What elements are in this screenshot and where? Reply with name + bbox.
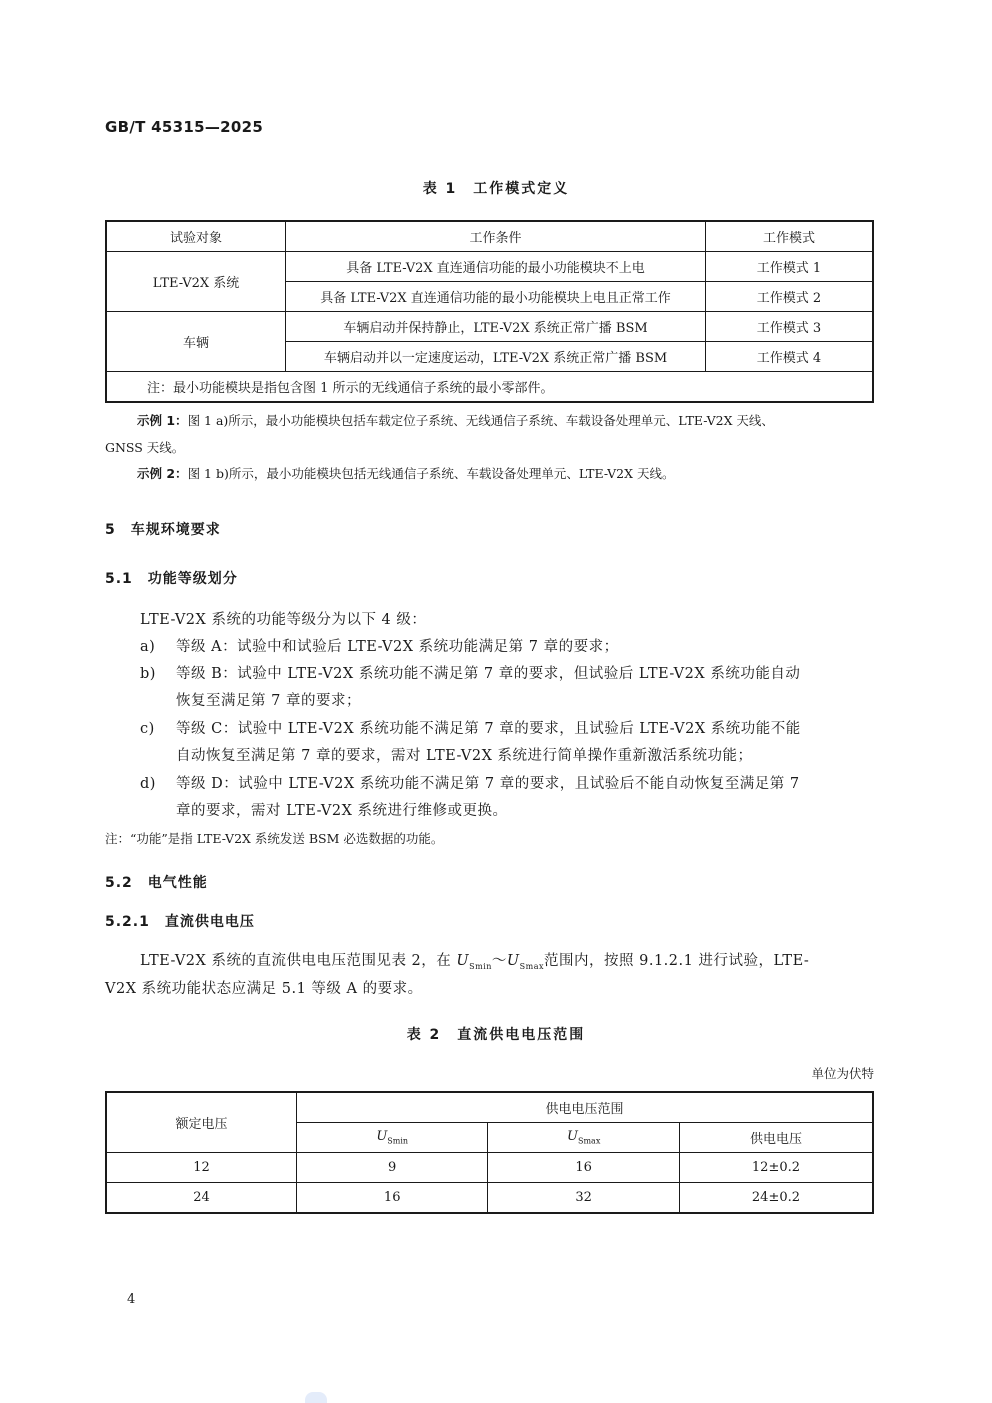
table1-note: 注：最小功能模块是指包含图 1 所示的无线通信子系统的最小零部件。 (106, 372, 873, 403)
table-header-row (106, 1092, 873, 1123)
mode-cell: 工作模式 4 (705, 342, 873, 372)
u-subscript: Smax (519, 961, 544, 971)
u-subscript: Smin (387, 1136, 409, 1146)
test-object-cell: 车辆 (106, 312, 286, 372)
list-item (140, 771, 875, 825)
condition-cell: 具备 LTE-V2X 直连通信功能的最小功能模块上电且正常工作 (286, 282, 706, 312)
list-item (140, 634, 875, 661)
paragraph-text: 范围内，按照 9.1.2.1 进行试验，LTE- (544, 953, 810, 969)
example-1-line2: GNSS 天线。 (105, 440, 185, 455)
section-5-1-note: 注：“功能”是指 LTE-V2X 系统发送 BSM 必选数据的功能。 (105, 831, 444, 846)
u-symbol: U (506, 953, 520, 969)
list-item (140, 661, 875, 715)
u-symbol: U (567, 1129, 578, 1145)
page-number: 4 (127, 1292, 136, 1307)
example-text: 图 1 a)所示，最小功能模块包括车载定位子系统、无线通信子系统、车载设备处理单元、LTE-V2X 天线、 (187, 413, 774, 428)
header-cell: 供电电压范围 (296, 1092, 873, 1123)
table-header-row (106, 221, 873, 252)
header-cell: 工作模式 (705, 221, 873, 252)
example-1 (137, 410, 882, 432)
table-row (106, 1183, 873, 1214)
table-note-row (106, 372, 873, 403)
table2-caption: 表 2 直流供电电压范围 (406, 1027, 586, 1043)
example-label: 示例 2： (137, 466, 188, 481)
table-cell: 12±0.2 (679, 1153, 873, 1183)
list-text-cont: 自动恢复至满足第 7 章的要求，需对 LTE-V2X 系统进行简单操作重新激活系统功能； (176, 748, 753, 764)
standard-number: GB/T 45315—2025 (105, 118, 264, 136)
table-cell: 32 (488, 1183, 680, 1214)
u-subscript: Smin (469, 961, 492, 971)
table1-caption: 表 1 工作模式定义 (422, 181, 570, 197)
u-symbol: U (376, 1129, 388, 1145)
section-5-heading: 5 车规环境要求 (105, 522, 221, 538)
header-cell: 试验对象 (106, 221, 286, 252)
list-text-cont: 章的要求，需对 LTE-V2X 系统进行维修或更换。 (176, 803, 508, 819)
condition-cell: 车辆启动并以一定速度运动，LTE-V2X 系统正常广播 BSM (286, 342, 706, 372)
header-cell: 供电电压 (679, 1123, 873, 1153)
table2-voltage-range (105, 1091, 874, 1214)
example-label: 示例 1： (137, 413, 188, 428)
mode-cell: 工作模式 3 (705, 312, 873, 342)
table-cell: 12 (106, 1153, 296, 1183)
paragraph-text: LTE-V2X 系统的直流供电电压范围见表 2，在 (140, 953, 457, 969)
section-5-1-intro: LTE-V2X 系统的功能等级分为以下 4 级： (140, 612, 427, 628)
range-tilde: ～ (491, 953, 507, 969)
list-text: 等级 A：试验中和试验后 LTE-V2X 系统功能满足第 7 章的要求； (176, 639, 619, 655)
table-cell: 24 (106, 1183, 296, 1214)
section-5-2-1-paragraph-line2: V2X 系统功能状态应满足 5.1 等级 A 的要求。 (105, 981, 423, 997)
test-object-cell: LTE-V2X 系统 (106, 252, 286, 312)
table-row (106, 1153, 873, 1183)
section-5-2-1-heading: 5.2.1 直流供电电压 (105, 914, 255, 930)
mode-cell: 工作模式 1 (705, 252, 873, 282)
unit-label: 单位为伏特 (811, 1066, 874, 1081)
table-row (106, 252, 873, 282)
example-2 (137, 463, 882, 485)
header-cell: 额定电压 (106, 1092, 296, 1153)
watermark-decoration (305, 1392, 327, 1403)
list-label: a) (140, 639, 156, 655)
header-cell-umin (296, 1123, 487, 1153)
list-text-cont: 恢复至满足第 7 章的要求； (176, 693, 361, 709)
table-cell: 16 (296, 1183, 487, 1214)
list-label: c) (140, 721, 155, 737)
table-cell: 24±0.2 (679, 1183, 873, 1214)
table-cell: 9 (296, 1153, 487, 1183)
header-cell-umax (488, 1123, 680, 1153)
list-text: 等级 D：试验中 LTE-V2X 系统功能不满足第 7 章的要求，且试验后不能自动恢复至满足第 7 (176, 776, 800, 792)
table-cell: 16 (488, 1153, 680, 1183)
header-cell: 工作条件 (286, 221, 706, 252)
mode-cell: 工作模式 2 (705, 282, 873, 312)
table-row (106, 312, 873, 342)
list-label: d) (140, 776, 156, 792)
section-5-2-heading: 5.2 电气性能 (105, 875, 208, 891)
condition-cell: 具备 LTE-V2X 直连通信功能的最小功能模块不上电 (286, 252, 706, 282)
list-text: 等级 C：试验中 LTE-V2X 系统功能不满足第 7 章的要求，且试验后 LTE-V2X 系统功能不能 (176, 721, 801, 737)
u-subscript: Smax (577, 1136, 601, 1146)
list-label: b) (140, 666, 156, 682)
list-item (140, 716, 875, 770)
u-symbol: U (456, 953, 470, 969)
condition-cell: 车辆启动并保持静止，LTE-V2X 系统正常广播 BSM (286, 312, 706, 342)
list-text: 等级 B：试验中 LTE-V2X 系统功能不满足第 7 章的要求，但试验后 LTE-V2X 系统功能自动 (176, 666, 801, 682)
example-text: 图 1 b)所示，最小功能模块包括无线通信子系统、车载设备处理单元、LTE-V2X 天线。 (187, 466, 675, 481)
section-5-1-heading: 5.1 功能等级划分 (105, 571, 238, 587)
table1-work-modes (105, 220, 874, 403)
